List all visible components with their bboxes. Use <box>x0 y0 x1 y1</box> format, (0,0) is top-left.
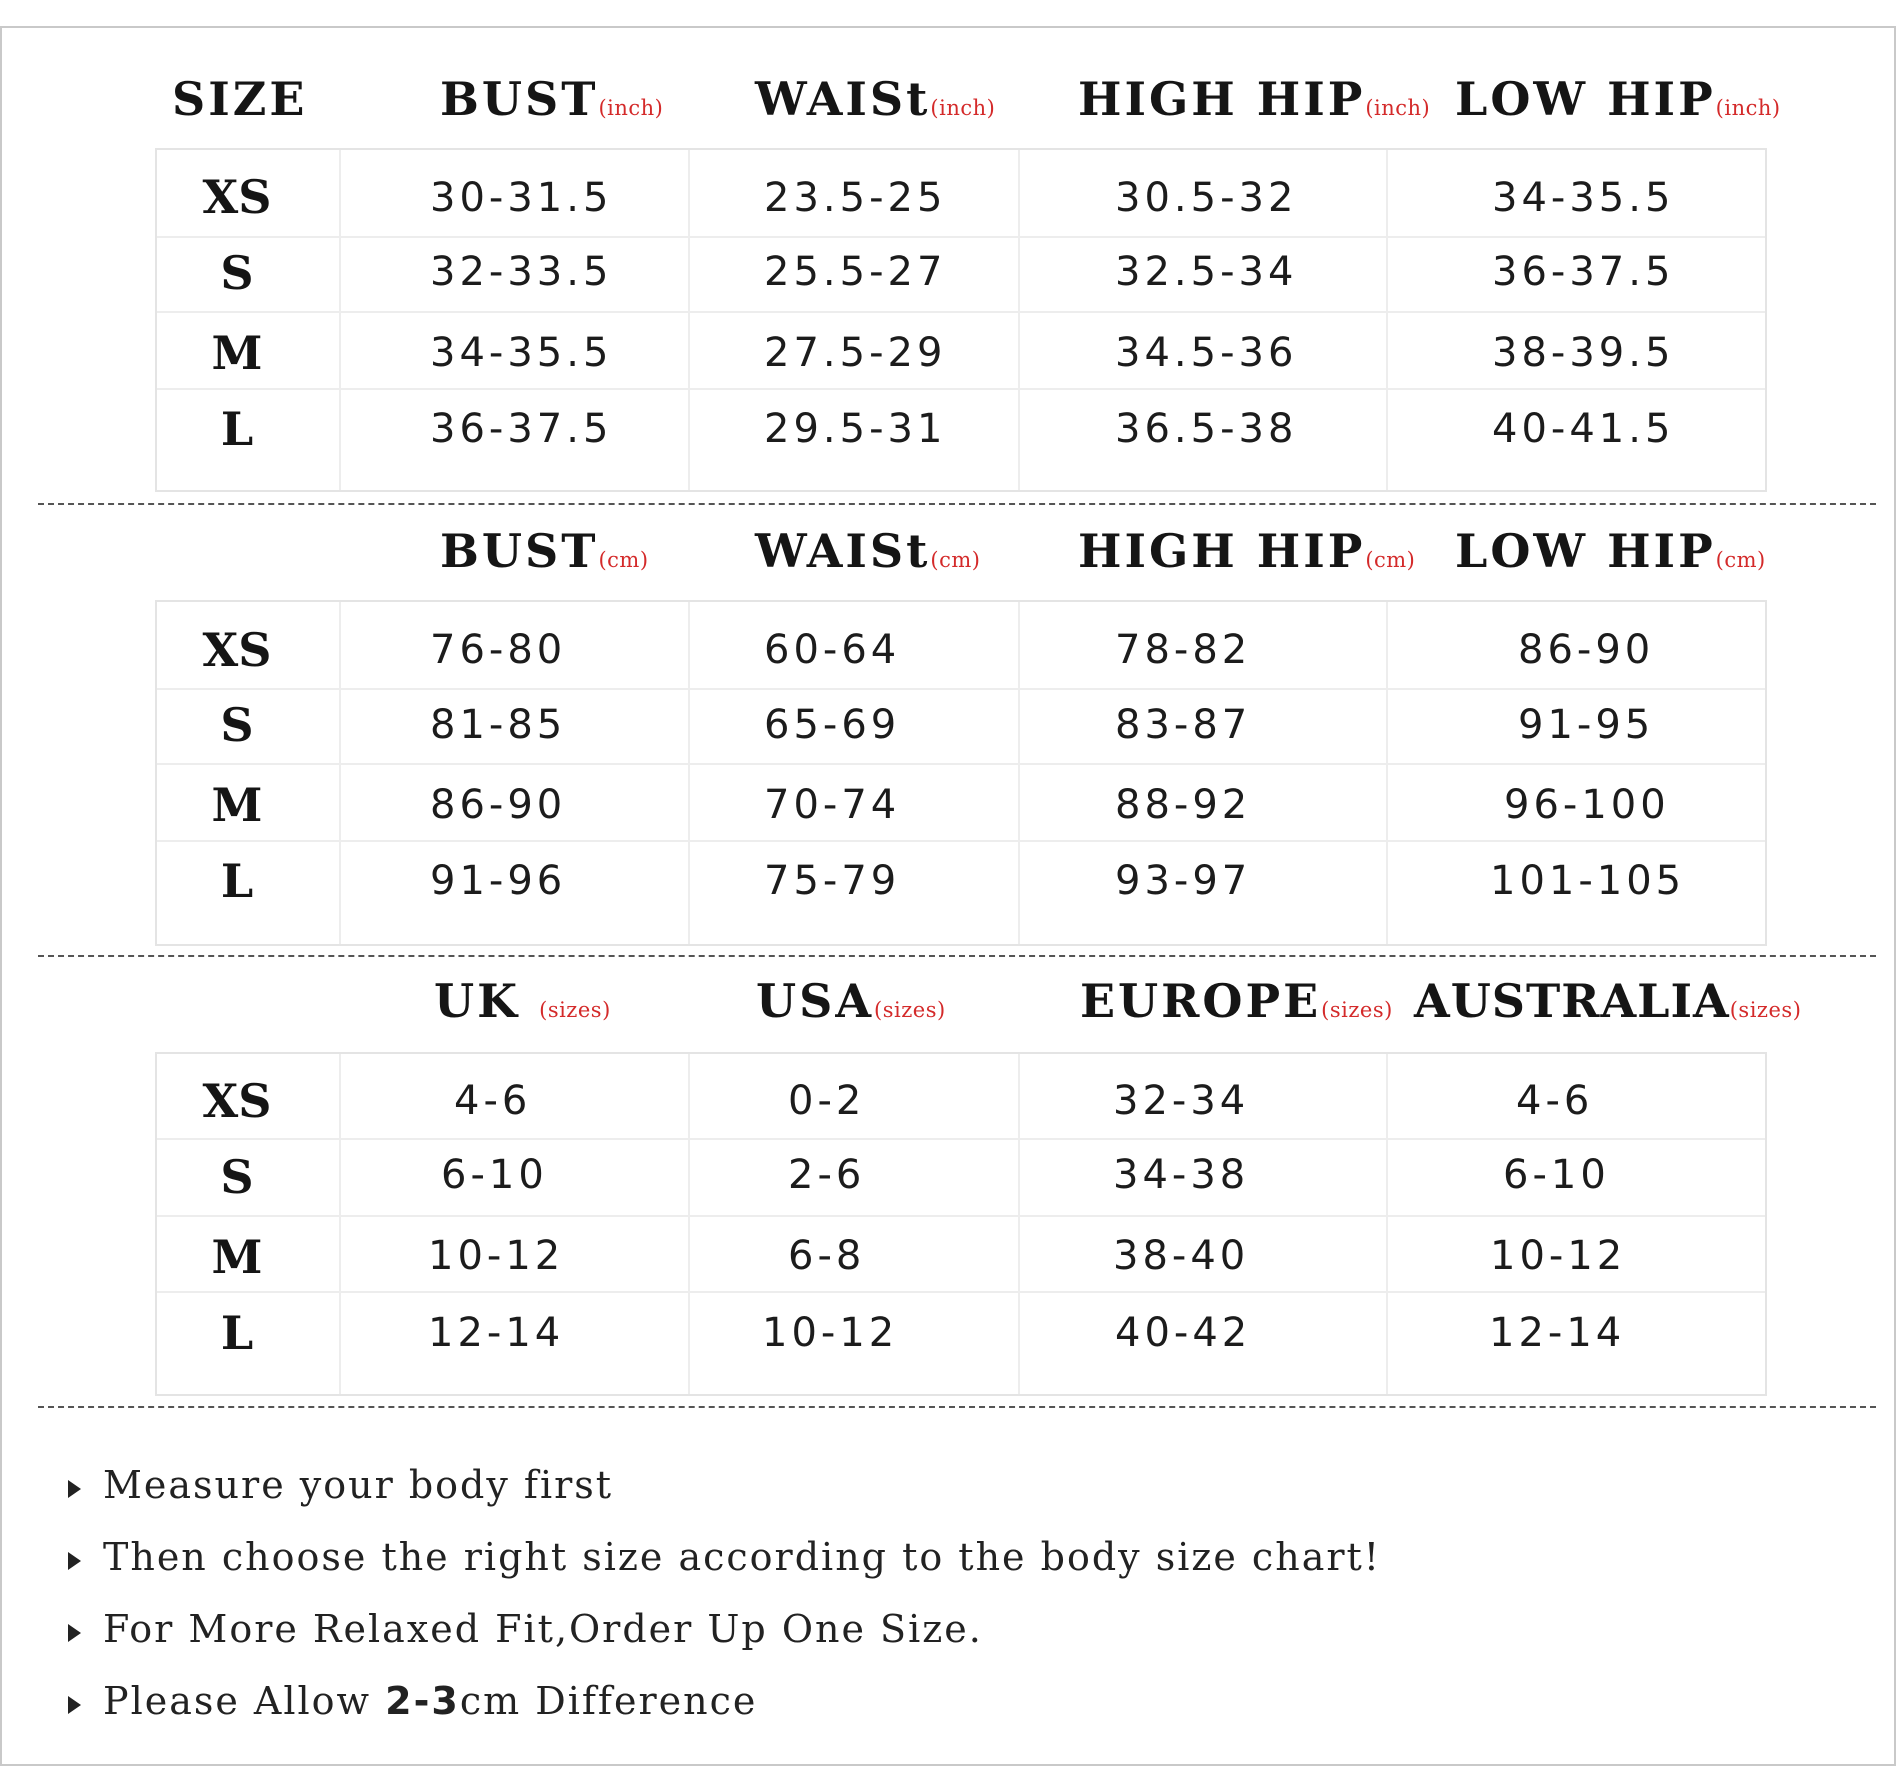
high-hip-value: 36.5-38 <box>1115 406 1298 452</box>
row-divider <box>157 311 1765 313</box>
waist-value: 23.5-25 <box>764 175 947 221</box>
low-hip-value: 38-39.5 <box>1492 330 1675 376</box>
bust-value: 30-31.5 <box>430 175 613 221</box>
uk-value: 10-12 <box>428 1233 565 1279</box>
usa-sizes-header: USA(sizes) <box>756 974 946 1028</box>
bust-value: 76-80 <box>430 627 567 673</box>
high-hip-value: 30.5-32 <box>1115 175 1298 221</box>
bust-value: 91-96 <box>430 858 567 904</box>
europe-value: 32-34 <box>1113 1078 1250 1124</box>
unit-label: (sizes) <box>1321 998 1393 1022</box>
section-divider <box>38 503 1876 505</box>
size-label: L <box>220 1306 254 1360</box>
column-divider <box>1386 1054 1388 1394</box>
column-divider <box>339 602 341 944</box>
bullet-icon <box>68 1552 81 1570</box>
europe-value: 34-38 <box>1113 1152 1250 1198</box>
bullet-icon <box>68 1624 81 1642</box>
row-divider <box>157 840 1765 842</box>
unit-label: (inch) <box>1365 96 1431 120</box>
europe-sizes-header: EUROPE(sizes) <box>1080 974 1393 1028</box>
note-relaxed-fit: For More Relaxed Fit,Order Up One Size. <box>68 1610 983 1648</box>
row-divider <box>157 388 1765 390</box>
column-divider <box>688 150 690 490</box>
high-hip-value: 78-82 <box>1115 627 1252 673</box>
bullet-icon <box>68 1480 81 1498</box>
low-hip-value: 34-35.5 <box>1492 175 1675 221</box>
uk-value: 4-6 <box>454 1078 532 1124</box>
australia-value: 12-14 <box>1489 1310 1626 1356</box>
size-label: L <box>220 854 254 908</box>
europe-value: 38-40 <box>1113 1233 1250 1279</box>
high-hip-value: 34.5-36 <box>1115 330 1298 376</box>
low-hip-inch-header: LOW HIP(inch) <box>1455 72 1781 126</box>
low-hip-value: 40-41.5 <box>1492 406 1675 452</box>
bullet-icon <box>68 1696 81 1714</box>
size-label: M <box>211 778 263 832</box>
high-hip-cm-header: HIGH HIP(cm) <box>1078 524 1416 578</box>
column-divider <box>339 150 341 490</box>
bust-value: 36-37.5 <box>430 406 613 452</box>
row-divider <box>157 763 1765 765</box>
column-divider <box>1018 602 1020 944</box>
size-label: S <box>220 246 254 300</box>
section-divider <box>38 955 1876 957</box>
unit-label: (inch) <box>930 96 996 120</box>
column-divider <box>688 1054 690 1394</box>
waist-value: 29.5-31 <box>764 406 947 452</box>
unit-label: (cm) <box>598 548 649 572</box>
note-allow-difference: Please Allow 2-3cm Difference <box>68 1682 757 1720</box>
waist-value: 60-64 <box>764 627 901 673</box>
waist-value: 65-69 <box>764 702 901 748</box>
high-hip-value: 32.5-34 <box>1115 249 1298 295</box>
low-hip-value: 86-90 <box>1518 627 1655 673</box>
column-divider <box>1018 1054 1020 1394</box>
waist-value: 25.5-27 <box>764 249 947 295</box>
bust-value: 34-35.5 <box>430 330 613 376</box>
size-column-header: SIZE <box>172 72 308 126</box>
high-hip-inch-header: HIGH HIP(inch) <box>1078 72 1431 126</box>
column-divider <box>339 1054 341 1394</box>
high-hip-value: 93-97 <box>1115 858 1252 904</box>
row-divider <box>157 1291 1765 1293</box>
bust-cm-header: BUST(cm) <box>440 524 649 578</box>
section-divider <box>38 1406 1876 1408</box>
size-label: XS <box>202 1074 272 1128</box>
unit-label: (inch) <box>1715 96 1781 120</box>
waist-inch-header: WAISt(inch) <box>755 72 996 126</box>
unit-label: (sizes) <box>874 998 946 1022</box>
australia-sizes-header: AUSTRALIA(sizes) <box>1414 974 1802 1028</box>
size-label: M <box>211 1230 263 1284</box>
low-hip-value: 101-105 <box>1490 858 1686 904</box>
column-divider <box>688 602 690 944</box>
high-hip-value: 88-92 <box>1115 782 1252 828</box>
size-label: XS <box>202 623 272 677</box>
usa-value: 0-2 <box>788 1078 866 1124</box>
uk-value: 12-14 <box>428 1310 565 1356</box>
column-divider <box>1386 150 1388 490</box>
low-hip-value: 91-95 <box>1518 702 1655 748</box>
waist-cm-header: WAISt(cm) <box>755 524 981 578</box>
usa-value: 6-8 <box>788 1233 866 1279</box>
usa-value: 2-6 <box>788 1152 866 1198</box>
row-divider <box>157 1138 1765 1140</box>
size-label: L <box>220 402 254 456</box>
uk-sizes-header: UK (sizes) <box>434 974 611 1028</box>
waist-value: 27.5-29 <box>764 330 947 376</box>
unit-label: (inch) <box>598 96 664 120</box>
note-choose-size: Then choose the right size according to the body size chart! <box>68 1538 1381 1576</box>
column-divider <box>1018 150 1020 490</box>
tolerance-value: 2-3 <box>385 1679 460 1723</box>
unit-label: (cm) <box>1715 548 1766 572</box>
high-hip-value: 83-87 <box>1115 702 1252 748</box>
row-divider <box>157 1215 1765 1217</box>
bust-value: 32-33.5 <box>430 249 613 295</box>
size-label: S <box>220 698 254 752</box>
size-label: XS <box>202 170 272 224</box>
size-label: M <box>211 326 263 380</box>
waist-value: 75-79 <box>764 858 901 904</box>
uk-value: 6-10 <box>441 1152 548 1198</box>
usa-value: 10-12 <box>762 1310 899 1356</box>
australia-value: 4-6 <box>1516 1078 1594 1124</box>
low-hip-cm-header: LOW HIP(cm) <box>1455 524 1766 578</box>
unit-label: (cm) <box>930 548 981 572</box>
unit-label: (sizes) <box>1729 998 1802 1022</box>
column-divider <box>1386 602 1388 944</box>
australia-value: 6-10 <box>1503 1152 1610 1198</box>
size-label: S <box>220 1150 254 1204</box>
bust-value: 86-90 <box>430 782 567 828</box>
note-measure-body: Measure your body first <box>68 1466 613 1504</box>
row-divider <box>157 236 1765 238</box>
unit-label: (cm) <box>1365 548 1416 572</box>
waist-value: 70-74 <box>764 782 901 828</box>
low-hip-value: 96-100 <box>1504 782 1670 828</box>
row-divider <box>157 688 1765 690</box>
europe-value: 40-42 <box>1115 1310 1252 1356</box>
bust-inch-header: BUST(inch) <box>440 72 664 126</box>
low-hip-value: 36-37.5 <box>1492 249 1675 295</box>
australia-value: 10-12 <box>1490 1233 1627 1279</box>
unit-label: (sizes) <box>539 998 611 1022</box>
bust-value: 81-85 <box>430 702 567 748</box>
